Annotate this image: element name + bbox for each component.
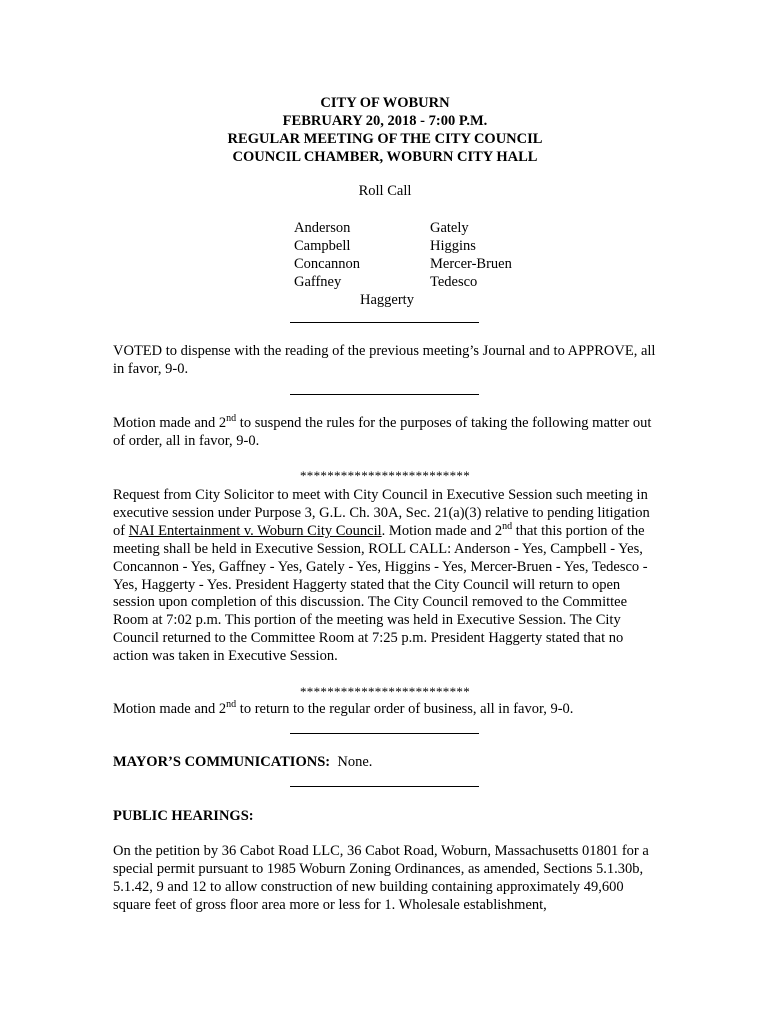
return-order-motion — [113, 701, 658, 719]
divider-line — [290, 733, 479, 734]
roll-call-right-column — [430, 219, 512, 291]
roll-call-name: Gately — [430, 220, 469, 236]
header-date: FEBRUARY 20, 2018 - 7:00 P.M. — [282, 113, 488, 129]
divider-line — [290, 394, 479, 395]
ordinal-suffix: nd — [502, 520, 513, 532]
motion-text: to return to the regular order of business, all in favor, 9-0. — [236, 701, 574, 717]
suspend-rules-motion — [113, 415, 658, 451]
stars-separator: ************************* — [300, 684, 470, 699]
public-hearings-heading: PUBLIC HEARINGS: — [113, 808, 254, 824]
exec-text: Request from City Solicitor to meet with City Council in Executive Session such meeting in executive session under Purpose 3, G.L. Ch. 30A, Sec. 21(a)(3) relative to pending litigation of — [113, 487, 650, 539]
header-location: COUNCIL CHAMBER, WOBURN CITY HALL — [232, 149, 538, 165]
roll-call-left-column — [294, 219, 360, 291]
roll-call-name: Tedesco — [430, 274, 478, 290]
roll-call-name: Campbell — [294, 238, 351, 254]
roll-call-name: Mercer-Bruen — [430, 256, 512, 272]
petition-paragraph: On the petition by 36 Cabot Road LLC, 36 Cabot Road, Woburn, Massachusetts 01801 for a special permit pursuant to 1985 Woburn Zoning Ordinances, as amended, Sections 5.1.30b, 5.1.42, 9 and 12 to allow construction of new building containing approximately 49,600 square feet of gross floor area more or less for 1. Wholesale establishment, — [113, 843, 649, 913]
ordinal-suffix: nd — [226, 413, 237, 425]
divider-line — [290, 322, 479, 323]
motion-text: to suspend the rules for the purposes of taking the following matter out of order, all in favor, 9-0. — [113, 415, 652, 449]
roll-call-title: Roll Call — [358, 183, 412, 199]
ordinal-suffix: nd — [226, 699, 237, 711]
section-label: MAYOR’S COMMUNICATIONS: — [113, 754, 331, 770]
roll-call-name: Anderson — [294, 220, 351, 236]
executive-session-paragraph — [113, 487, 658, 666]
divider-line — [290, 786, 479, 787]
case-name: NAI Entertainment v. Woburn City Council — [128, 522, 382, 539]
header-city: CITY OF WOBURN — [320, 95, 450, 111]
header-block — [0, 94, 770, 166]
roll-call-name: Higgins — [430, 238, 476, 254]
exec-text: . Motion made and 2 — [381, 522, 503, 539]
section-value: None. — [330, 754, 373, 770]
roll-call-name: Concannon — [294, 256, 361, 272]
exec-text: that this portion of the meeting shall be held in Executive Session, ROLL CALL: Anderson - Yes, Campbell - Yes, Concannon - Yes, Gaffney - Yes, Gately - Yes, Higgins - Yes, Mercer-Bruen - Yes, Tedesco - Yes, Haggerty - Yes. President Haggerty stated that the City Council will return to open session upon completion of this discussion. The City Council removed to the Committee Room at 7:02 p.m. This portion of the meeting was held in Executive Session. The City Council returned to the Committee Room at 7:25 p.m. President Haggerty stated that no action was taken in Executive Session. — [113, 522, 648, 665]
header-meeting: REGULAR MEETING OF THE CITY COUNCIL — [227, 131, 543, 147]
roll-call-president: Haggerty — [360, 292, 414, 308]
roll-call-name: Gaffney — [294, 274, 342, 290]
stars-separator: ************************* — [300, 468, 470, 483]
motion-text: Motion made and 2 — [113, 701, 227, 717]
motion-text: Motion made and 2 — [113, 415, 227, 431]
mayors-communications — [113, 754, 658, 772]
journal-vote: VOTED to dispense with the reading of the previous meeting’s Journal and to APPROVE, all in favor, 9-0. — [113, 343, 656, 377]
